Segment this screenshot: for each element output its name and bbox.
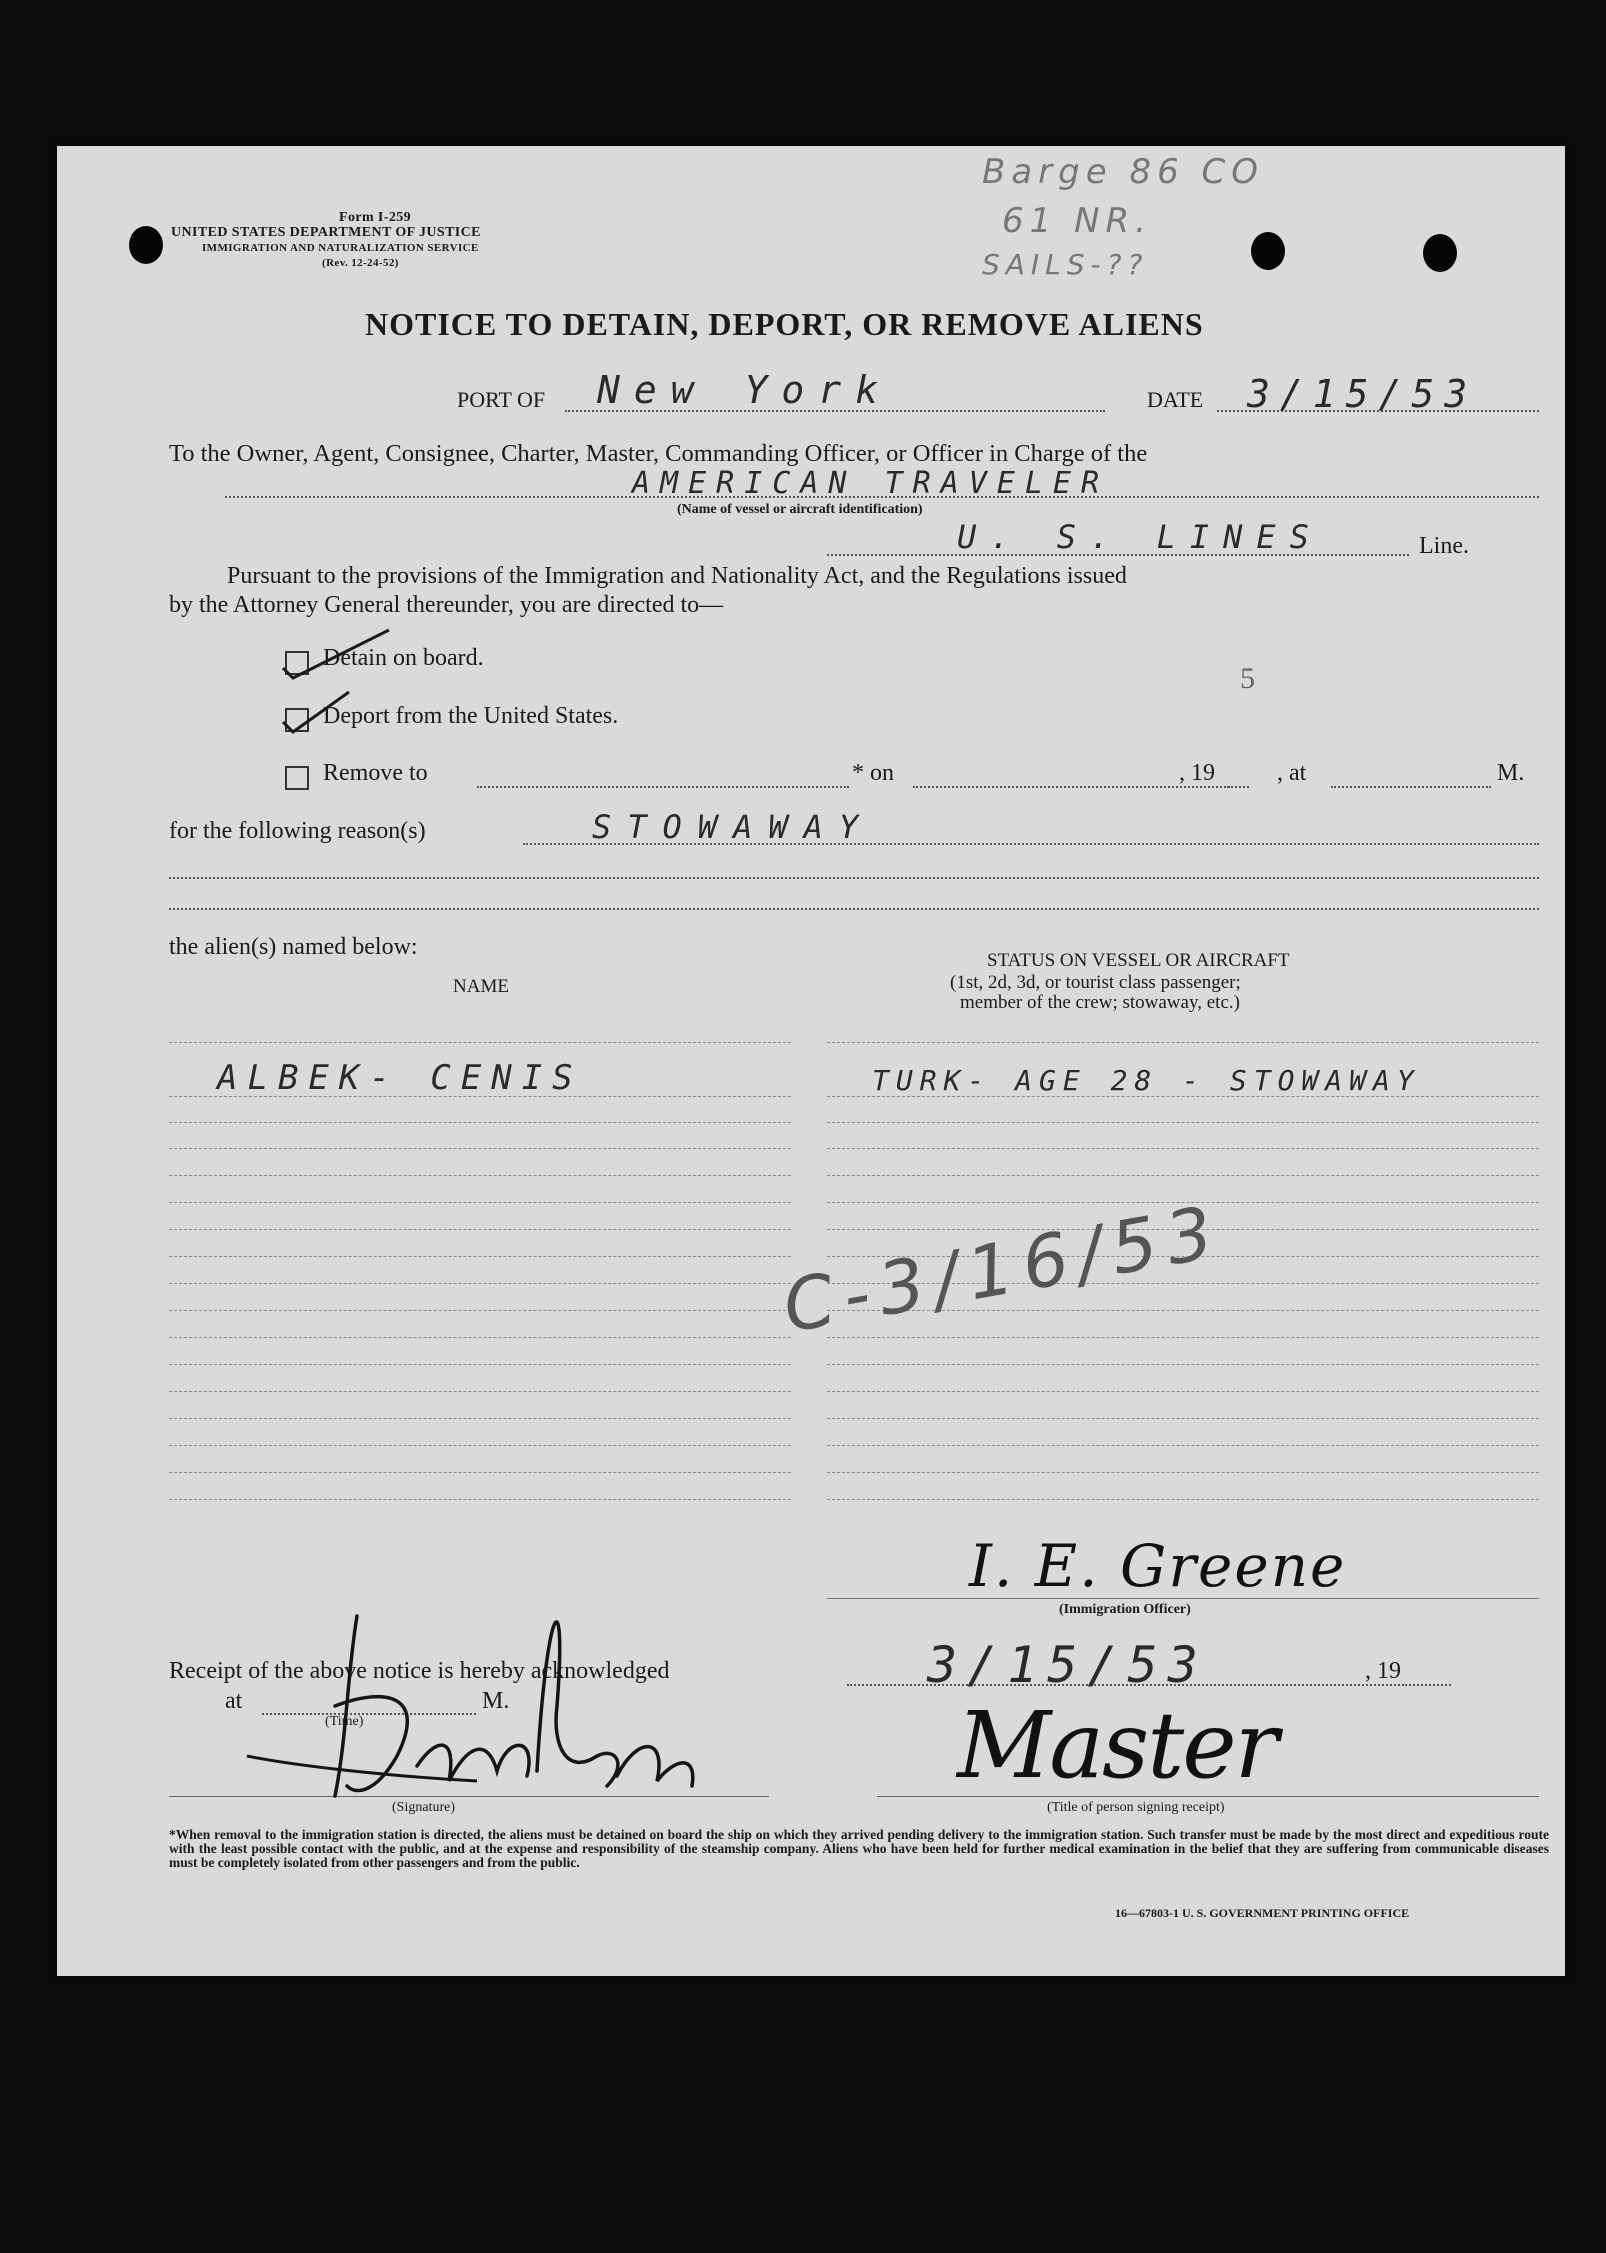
department-name: UNITED STATES DEPARTMENT OF JUSTICE [171, 225, 481, 240]
port-value[interactable]: New York [597, 368, 893, 412]
name-column-header: NAME [453, 976, 509, 997]
remove-destination-line [477, 786, 849, 788]
receipt-text: Receipt of the above notice is hereby acknowledged [169, 1658, 670, 1684]
remove-on-label: * on [852, 760, 894, 786]
pursuant-text-1: Pursuant to the provisions of the Immigration and Nationality Act, and the Regulations issued [227, 563, 1127, 589]
officer-caption: (Immigration Officer) [1059, 1602, 1191, 1617]
receipt-year-line [1409, 1684, 1451, 1686]
deport-label: Deport from the United States. [323, 703, 619, 729]
vessel-caption: (Name of vessel or aircraft identification) [677, 502, 923, 517]
remove-year-line [1227, 786, 1249, 788]
service-name: IMMIGRATION AND NATURALIZATION SERVICE [202, 242, 479, 254]
receipt-title-value[interactable]: Master [957, 1692, 1277, 1799]
remove-year-label: , 19 [1179, 760, 1215, 786]
printer-imprint: 16—67803-1 U. S. GOVERNMENT PRINTING OFFICE [1115, 1906, 1410, 1920]
remove-time-line [1331, 786, 1491, 788]
remove-m-label: M. [1497, 760, 1525, 786]
document-title: NOTICE TO DETAIN, DEPORT, OR REMOVE ALIENS [365, 306, 1204, 342]
pencil-note-3: SAILS-?? [982, 248, 1149, 281]
receipt-time-caption: (Time) [325, 1714, 364, 1729]
receipt-m-label: M. [482, 1688, 510, 1714]
form-sheet [57, 146, 1565, 1976]
addressee-text: To the Owner, Agent, Consignee, Charter, Master, Commanding Officer, or Officer in Charge of the [169, 440, 1148, 467]
detain-label: Detain on board. [323, 645, 484, 671]
date-label: DATE [1147, 387, 1204, 412]
receipt-signature-caption: (Signature) [392, 1800, 455, 1815]
status-column-subheader-2: member of the crew; stowaway, etc.) [960, 992, 1240, 1013]
footnote-text: *When removal to the immigration station is directed, the aliens must be detained on board the ship on which they arrived pending delivery to the immigration station. Such transfer must be made by the most direct and expeditious route with the least possible contact with the public, and at the expense and responsibility of the steamship company. Aliens who have been held for further medical examination in the belief that they are suffering from communicable diseases must be completely isolated from other passengers and from the public. [169, 1827, 1549, 1870]
reason-extra-line-1 [169, 877, 1539, 879]
clearance-note: C-3/16/53 [777, 1188, 1229, 1349]
receipt-at-label: at [225, 1688, 243, 1714]
officer-signature[interactable]: I. E. Greene [969, 1532, 1347, 1600]
receipt-date-value[interactable]: 3/15/53 [927, 1636, 1208, 1694]
pursuant-text-2: by the Attorney General thereunder, you are directed to— [169, 592, 724, 618]
punch-hole-right [1423, 234, 1457, 272]
reason-value[interactable]: STOWAWAY [592, 808, 875, 846]
status-column-header: STATUS ON VESSEL OR AIRCRAFT [987, 950, 1290, 971]
pencil-note-2: 61 NR. [1002, 201, 1152, 241]
remove-at-label: , at [1277, 760, 1307, 786]
date-value[interactable]: 3/15/53 [1247, 372, 1478, 416]
status-column-subheader-1: (1st, 2d, 3d, or tourist class passenger; [950, 972, 1241, 993]
receipt-title-caption: (Title of person signing receipt) [1047, 1800, 1225, 1815]
margin-number: 5 [1240, 662, 1255, 695]
alien-name[interactable]: ALBEK- CENIS [217, 1058, 583, 1098]
form-revision: (Rev. 12-24-52) [322, 257, 399, 269]
receipt-year-label: , 19 [1365, 1658, 1401, 1684]
remove-checkbox[interactable] [285, 766, 309, 790]
remove-label: Remove to [323, 760, 428, 786]
alien-status[interactable]: TURK- AGE 28 - STOWAWAY [872, 1064, 1421, 1097]
pencil-note-1: Barge 86 CO [982, 152, 1265, 192]
reason-label: for the following reason(s) [169, 818, 426, 844]
vessel-value[interactable]: AMERICAN TRAVELER [632, 466, 1110, 501]
line-label: Line. [1419, 533, 1469, 559]
aliens-intro: the alien(s) named below: [169, 934, 418, 960]
receipt-signature-mark [237, 1586, 717, 1816]
punch-hole-left [129, 226, 163, 264]
form-number: Form I-259 [339, 210, 412, 225]
port-label: PORT OF [457, 387, 546, 412]
punch-hole-middle [1251, 232, 1285, 270]
reason-extra-line-2 [169, 908, 1539, 910]
line-value[interactable]: U. S. LINES [957, 518, 1323, 556]
